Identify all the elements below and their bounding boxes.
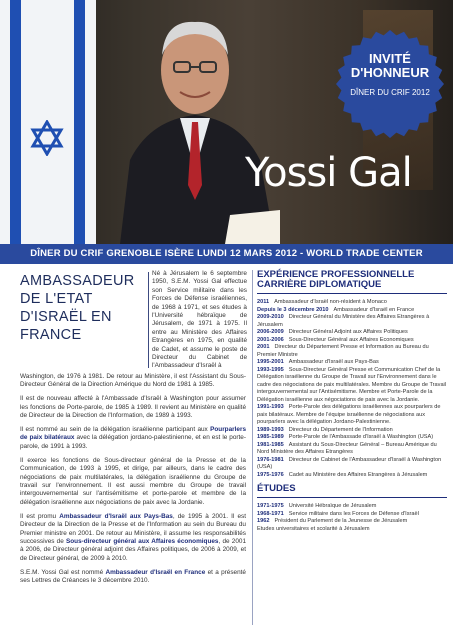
entry-row <box>257 329 447 337</box>
entry-row <box>257 314 447 329</box>
guest-badge-text <box>336 52 444 97</box>
bio-paragraph: Il exerce les fonctions de Sous-directeur général de la Presse et de la Communication, de 1993 à 1995, et dirige, par ailleurs, dans le cadre des négociations de paix multilatérales, la délégation israélienne du Groupe de travail sur l'environnement. Il est aussi membre du Groupe de travail intergouvernemental sur l'antisémitisme et porte-parole et membre de la délégation israélienne aux négociations de paix avec la Jordanie. <box>20 456 246 506</box>
title-line-2: DE L'ETAT <box>20 291 93 307</box>
career-heading: CARRIÈRE DIPLOMATIQUE <box>257 279 382 290</box>
bio-highlight: Pourparlers de paix bilatéraux <box>20 426 246 442</box>
entry-text: Directeur de Cabinet de l'Ambassadeur d'Israël à Washington (USA) <box>257 456 442 470</box>
bio-intro: Né à Jérusalem le 6 septembre 1950, S.E.M. Yossi Gal effectue son Service militaire dans les Forces de Défense israéliennes, de 1968 à 1971, et ses études à l'Université hébraïque de Jérusalem, de 1971 à 1975. Il entre au Ministère des Affaires Etrangères en 1975, en qualité de Cadet, et assume le poste de Directeur du Cabinet de l'Ambassadeur d'Israël à <box>152 270 247 370</box>
bio-paragraph: Il est de nouveau affecté à l'Ambassade d'Israël à Washington pour assumer les fonctions de Porte-parole, de 1985 à 1989. Il revient au Ministère en qualité de Directeur de la Direction de l'Information, de 1989 à 1993. <box>20 395 246 420</box>
title-line-1: AMBASSADEUR <box>20 273 135 289</box>
entry-year: 1985-1989 <box>257 434 284 440</box>
entry-text: Président du Parlement de la Jeunesse de Jérusalem <box>274 518 408 524</box>
entry-text: Université Hébraïque de Jérusalem <box>288 503 377 509</box>
bio-paragraph: Il est promu Ambassadeur d'Israël aux Pays-Bas, de 1995 à 2001. Il est Directeur de la Direction de la Presse et de l'Information au sein du Bureau du Premier ministre en 2001. De retour au Ministère, il assume les responsabilités successives de Sous-directeur général aux Affaires économiques, de 2001 à 2006, de Directeur général adjoint des Affaires politiques, de 2006 à 2009, et de Directeur général, de 2009 à 2010. <box>20 512 247 562</box>
studies-list <box>257 503 447 533</box>
entry-text: Directeur du Département de l'Information <box>288 426 393 433</box>
entry-year: 2001 <box>257 344 270 350</box>
entry-row <box>257 404 447 427</box>
page-title <box>20 272 135 344</box>
name-heading-box <box>245 150 412 198</box>
entry-text: Directeur du Département Presse et Information au Bureau du Premier Ministre <box>257 344 429 358</box>
ambassador-name: Yossi Gal <box>245 150 412 196</box>
star-of-david-icon <box>30 120 64 156</box>
entry-row <box>257 344 447 359</box>
entry-year: 1968-1971 <box>257 510 284 517</box>
israel-flag <box>0 0 96 244</box>
entry-row <box>257 457 447 472</box>
title-line-3: D'ISRAËL EN <box>20 309 112 325</box>
entry-row <box>257 299 447 307</box>
entry-text: Directeur Général Adjoint aux Affaires Politiques <box>288 329 408 335</box>
entry-row <box>257 367 447 405</box>
entry-row <box>257 503 447 511</box>
hero-photo <box>0 0 453 244</box>
entry-year: 2009-2010 <box>257 314 284 320</box>
badge-line-3: DÎNER DU CRIF 2012 <box>350 88 430 97</box>
entry-year: 1962 <box>257 518 270 524</box>
entry-text: Ambassadeur d'Israël aux Pays-Bas <box>288 359 379 365</box>
section-rule <box>257 497 447 498</box>
entry-row <box>257 518 447 526</box>
entry-row <box>257 359 447 367</box>
entry-row <box>257 337 447 345</box>
entry-year: 2001-2006 <box>257 336 284 343</box>
badge-line-2: D'HONNEUR <box>350 65 430 80</box>
entry-year: 1991-1993 <box>257 404 284 410</box>
entry-year: 2006-2009 <box>257 329 284 335</box>
entry-text: Sous-Directeur Général Presse et Communication Chef de la Délégation israélienne du Groupe de Travail sur l'Environnement dans le cadre des négociations de paix multilatérales. Membre du Groupe de Travail intergouvernemental sur l'Antisémitisme. Membre et Porte-Parole de la Délégation israélienne aux négociations de paix avec la Jordanie. <box>257 366 447 403</box>
experience-heading: EXPÉRIENCE PROFESSIONNELLE <box>257 269 415 280</box>
entry-text: Sous-Directeur Général aux Affaires Economiques <box>288 336 414 343</box>
entry-text: Assistant du Sous-Directeur Général – Bureau Amérique du Nord Ministère des Affaires Etrangères <box>257 441 437 455</box>
entry-text: Cadet au Ministère des Affaires Etrangères à Jérusalem <box>288 471 428 478</box>
event-banner: DÎNER DU CRIF GRENOBLE ISÈRE LUNDI 12 MARS 2012 - WORLD TRADE CENTER <box>0 244 453 264</box>
ambassador-portrait <box>110 10 280 244</box>
entry-year: 1971-1975 <box>257 503 284 509</box>
entry-row <box>257 526 447 534</box>
entry-text: Etudes universitaires et scolarité à Jérusalem <box>257 525 370 532</box>
column-divider <box>252 270 253 625</box>
entry-year: 1989-1993 <box>257 426 284 433</box>
bio-highlight: Ambassadeur d'Israël aux Pays-Bas <box>59 512 173 520</box>
entry-row <box>257 511 447 519</box>
entry-text: Porte-Parole de l'Ambassade d'Israël à Washington (USA) <box>288 434 434 440</box>
entry-year: 1975-1976 <box>257 471 284 478</box>
entry-row <box>257 434 447 442</box>
entry-text: Porte-Parole des délégations israéliennes aux pourparlers de paix bilatéraux. Membre de l'équipe israélienne de négociations aux pourparlers avec la délégation Jordano-Palestinienne. <box>257 404 441 425</box>
entry-row <box>257 472 447 480</box>
entry-text: Ambassadeur d'Israël non-résident à Monaco <box>274 299 387 305</box>
entry-year: Depuis le 3 décembre 2010 <box>257 306 329 313</box>
entry-row <box>257 307 447 315</box>
bio-highlight: Ambassadeur d'Israël en France <box>105 568 206 576</box>
entry-year: 2011 <box>257 299 270 305</box>
entry-year: 1995-2001 <box>257 359 284 365</box>
title-rule <box>148 272 149 368</box>
entry-text: Directeur Général du Ministère des Affaires Etrangères à Jérusalem <box>257 314 430 328</box>
bio-paragraph: Il est nommé au sein de la délégation israélienne participant aux Pourparlers de paix bilatéraux avec la délégation jordano-palestinienne, et en est le porte-parole, de 1991 à 1993. <box>20 426 246 450</box>
entry-year: 1981-1985 <box>257 441 284 448</box>
bio-highlight: Sous-directeur général aux Affaires économiques <box>66 537 219 545</box>
bio-paragraph: Washington, de 1976 à 1981. De retour au Ministère, il est l'Assistant du Sous-Directeur Général de la Direction Amérique du Nord de 1981 à 1985. <box>20 373 246 389</box>
entry-row <box>257 442 447 457</box>
entry-row <box>257 427 447 435</box>
entry-year: 1993-1995 <box>257 366 284 373</box>
entry-year: 1976-1981 <box>257 456 284 463</box>
experience-list <box>257 299 447 479</box>
studies-heading: ÉTUDES <box>257 483 296 494</box>
bio-paragraph: S.E.M. Yossi Gal est nommé Ambassadeur d'Israël en France et a présenté ses Lettres de Créances le 3 décembre 2010. <box>20 568 246 585</box>
career-column <box>257 270 447 533</box>
title-line-4: FRANCE <box>20 327 82 343</box>
entry-text: Service militaire dans les Forces de Défense d'Israël <box>288 510 419 517</box>
badge-line-1: INVITÉ <box>369 51 411 66</box>
section-rule <box>257 293 447 294</box>
entry-text: Ambassadeur d'Israël en France <box>333 306 415 313</box>
bio-body <box>20 373 246 591</box>
